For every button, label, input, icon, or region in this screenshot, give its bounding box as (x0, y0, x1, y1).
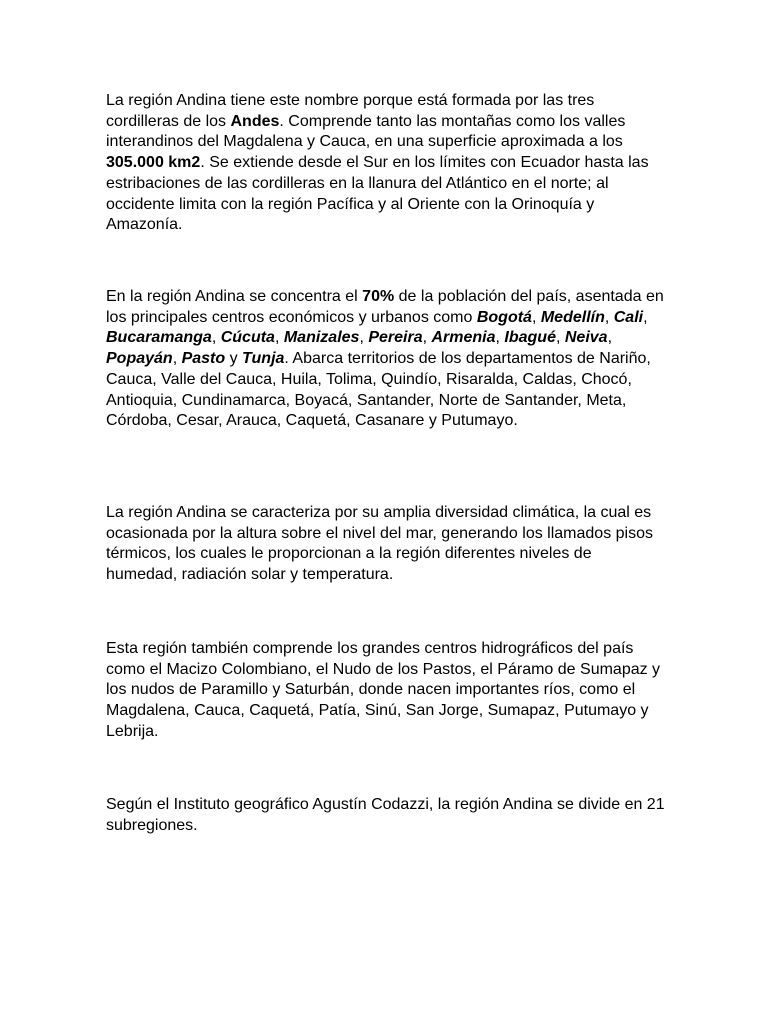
paragraph-2 (106, 287, 666, 432)
text-segment: , (422, 329, 432, 347)
text-segment: La región Andina se caracteriza por su amplia diversidad climática, la cual es ocasionada por la altura sobre el nivel del mar, generando los llamados pisos térmicos, los cuales le proporcionan a la región diferentes niveles de humedad, radiación solar y temperatura. (106, 504, 653, 584)
paragraph-4 (106, 639, 666, 743)
paragraph-1 (106, 91, 666, 236)
city-name: Armenia (431, 329, 496, 347)
bold-term-andes: Andes (230, 112, 280, 130)
text-segment: , (495, 329, 505, 347)
text-segment: , (604, 308, 614, 326)
text-segment: , (643, 308, 648, 326)
city-name: Cali (613, 308, 644, 326)
city-name: Tunja (242, 350, 285, 368)
city-name: Manizales (283, 329, 360, 347)
text-segment: . Comprende tanto las montañas como los valles interandinos del Magdalena y Cauca, en una superficie aproximada a los (106, 112, 626, 151)
city-name: Bogotá (476, 308, 532, 326)
text-segment: , (531, 308, 541, 326)
text-segment: En la región Andina se concentra el (106, 288, 363, 305)
text-segment: . Abarca territorios de los departamentos de Nariño, Cauca, Valle del Cauca, Huila, Tolima, Quindío, Risaralda, Caldas, Chocó, Antioquia, Cundinamarca, Boyacá, Santander, Norte de Santander, Meta, Córdoba, Cesar, Arauca, Caquetá, Casanare y Putumayo. (106, 350, 651, 430)
paragraph-3 (106, 503, 666, 586)
paragraph-5 (106, 795, 666, 836)
text-segment: de la población del país, asentada en los principales centros económicos y urbanos como (106, 288, 664, 326)
bold-term-area: 305.000 km2 (106, 154, 201, 172)
city-name: Cúcuta (220, 329, 275, 347)
text-segment: , (211, 329, 221, 347)
text-segment: , (274, 329, 284, 347)
text-segment: Esta región también comprende los grandes centros hidrográficos del país como el Macizo Colombiano, el Nudo de los Pastos, el Páramo de Sumapaz y los nudos de Paramillo y Saturbán, donde nacen importantes ríos, como el Magdalena, Cauca, Caquetá, Patía, Sinú, San Jorge, Sumapaz, Putumayo y Lebrija. (106, 640, 661, 740)
city-name: Popayán (106, 350, 173, 368)
city-name: Pasto (181, 350, 226, 368)
text-segment: , (555, 329, 565, 347)
text-segment: , (359, 329, 369, 347)
bold-term-percentage: 70% (362, 288, 395, 305)
city-name: Ibagué (504, 329, 556, 347)
text-segment: Según el Instituto geográfico Agustín Codazzi, la región Andina se divide en 21 subregiones. (106, 796, 665, 834)
text-segment: , (172, 350, 182, 368)
text-segment: y (225, 350, 243, 368)
text-segment: La región Andina tiene este nombre porque está formada por las tres cordilleras de los (106, 92, 595, 130)
city-name: Bucaramanga (106, 329, 212, 347)
city-name: Neiva (564, 329, 608, 347)
city-name: Pereira (368, 329, 423, 347)
text-segment: . Se extiende desde el Sur en los límites con Ecuador hasta las estribaciones de las cordilleras en la llanura del Atlántico en el norte; al occidente limita con la región Pacífica y al Oriente con la Orinoquía y Amazonía. (106, 154, 649, 234)
city-name: Medellín (540, 308, 605, 326)
text-segment: , (607, 329, 613, 347)
